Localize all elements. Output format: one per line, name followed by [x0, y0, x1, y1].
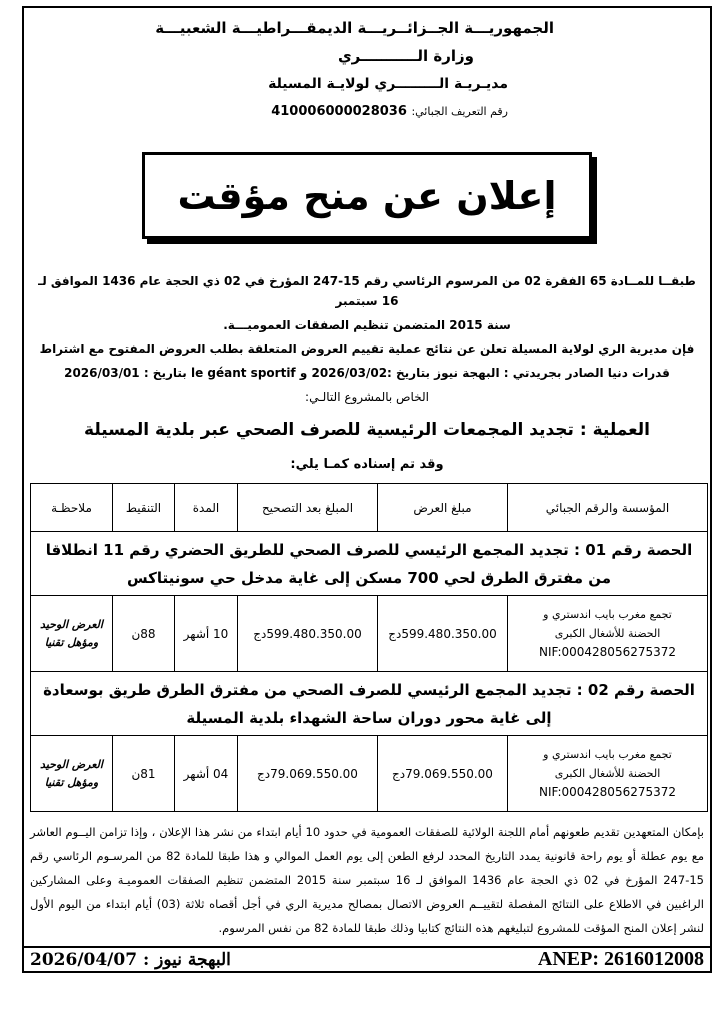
- col-offer: مبلغ العرض: [378, 484, 508, 532]
- newspaper-date: البهجة نيوز : 2026/04/07: [30, 949, 231, 970]
- bottom-bar: [22, 946, 712, 973]
- duration: 04 أشهر: [175, 736, 238, 812]
- col-company: المؤسسة والرقم الجبائي: [508, 484, 708, 532]
- project-title: العملية : تجديد المجمعات الرئيسية للصرف الصحي عبر بلدية المسيلة: [84, 420, 650, 440]
- note: العرض الوحيد ومؤهل تقنيا: [31, 596, 113, 672]
- appeal-notice: بإمكان المتعهدين تقديم طعونهم أمام اللجنة الولائية للصفقات العمومية في حدود 10 أيام ابتداء من نشر هذا الإعلان ، وإذا تزامن اليــوم العاشر مع يوم عطلة أو يوم راحة قانونية يمدد التاريخ المحدد لرفع الطعن إلى يوم العمل الموالي و هذا طبقا للمادة 82 من المرسـوم الرئاسي رقم 15-247 المؤرخ في 02 ذي الحجة عام 1436 الموافق لـ 16 سبتمبر سنة 2015 المتضمن تنظيم الصفقات العموميـة وعلى المشاركين الراغبين في الاطلاع على النتائج المفصلة لتقييــم العروض الاتصال بمصالح مديرية الري في أجل أقصاه ثلاثة (03) أيام ابتداء من اليوم الأول لنشر إعلان المنح المؤقت للمشروع لتبليغهم هذه النتائج كتابيا وذلك طبقا للمادة 82 من نفس المرسوم.: [30, 825, 704, 935]
- lot-title: الحصة رقم 02 : تجديد المجمع الرئيسي للصرف الصحي من مفترق الطرق طريق بوسعادة إلى غاية محور دوران ساحة الشهداء بلدية المسيلة: [31, 672, 708, 736]
- header-block: [30, 8, 704, 126]
- tax-id: [30, 98, 554, 126]
- table-row: [31, 596, 708, 672]
- lot-title-row: [31, 532, 708, 596]
- table-header-row: [31, 484, 708, 532]
- col-duration: المدة: [175, 484, 238, 532]
- company-name-2: الحضنة للأشغال الكبرى: [554, 627, 661, 640]
- intro-block: [30, 271, 704, 407]
- intro-line-3: فإن مديرية الري لولاية المسيلة تعلن عن نتائج عملية تقييم العروض المتعلقة بطلب العروض المفتوح مع اشتراط: [39, 342, 695, 356]
- directorate-header: مديـريـة الـــــــــري لولايـة المسيلة: [268, 76, 508, 92]
- tax-id-label: رقم التعريف الجبائي:: [411, 105, 508, 118]
- lot-title-row: [31, 672, 708, 736]
- offer-amount: 599.480.350.00دج: [378, 596, 508, 672]
- republic-header: الجمهوريـــة الجــزائــريـــة الديمقـــراطيـــة الشعبيـــة: [155, 19, 554, 37]
- table-row: [31, 736, 708, 812]
- col-score: التنقيط: [113, 484, 175, 532]
- company-nif: NIF:000428056275372: [538, 645, 677, 659]
- assigned-label: وقد تم إسناده كمـا يلي:: [290, 457, 444, 472]
- announcement-frame: [22, 6, 712, 946]
- intro-line-5: الخاص بالمشروع التالـي:: [305, 390, 429, 404]
- company-name: تجمع مغرب بايب اندستري و: [543, 608, 672, 621]
- anep-number: ANEP: 2616012008: [537, 948, 704, 970]
- col-corrected: المبلغ بعد التصحيح: [238, 484, 378, 532]
- intro-line-2: سنة 2015 المتضمن تنظيم الصفقات العموميـــة.: [223, 318, 511, 332]
- ministry-header: وزارة الـــــــــــري: [337, 47, 474, 65]
- tax-id-value: 410006000028036: [271, 104, 407, 119]
- note: العرض الوحيد ومؤهل تقنيا: [31, 736, 113, 812]
- company-cell: [508, 736, 708, 812]
- intro-line-1: طبقــا للمــادة 65 الفقرة 02 من المرسوم الرئاسي رقم 15-247 المؤرخ في 02 ذي الحجة عام 1436 الموافق لـ 16 سبتمبر: [38, 274, 696, 308]
- corrected-amount: 79.069.550.00دج: [238, 736, 378, 812]
- title-box: [142, 152, 592, 239]
- duration: 10 أشهر: [175, 596, 238, 672]
- company-nif: NIF:000428056275372: [538, 785, 677, 799]
- score: 88ن: [113, 596, 175, 672]
- page-title: إعلان عن منح مؤقت: [177, 173, 557, 218]
- company-name-2: الحضنة للأشغال الكبرى: [554, 767, 661, 780]
- lot-title: الحصة رقم 01 : تجديد المجمع الرئيسي للصرف الصحي للطريق الحضري رقم 11 انطلاقا من مفترق الطرق لحي 700 مسكن إلى غاية مدخل حي سونيتاكس: [31, 532, 708, 596]
- col-note: ملاحظـة: [31, 484, 113, 532]
- company-name: تجمع مغرب بايب اندستري و: [543, 748, 672, 761]
- corrected-amount: 599.480.350.00دج: [238, 596, 378, 672]
- company-cell: [508, 596, 708, 672]
- score: 81ن: [113, 736, 175, 812]
- results-table: [30, 483, 708, 812]
- offer-amount: 79.069.550.00دج: [378, 736, 508, 812]
- intro-line-4: قدرات دنيا الصادر بجريدتي : البهجة نيوز بتاريخ :2026/03/02 و le géant sportif بتاريخ : 2026/03/01: [64, 366, 670, 380]
